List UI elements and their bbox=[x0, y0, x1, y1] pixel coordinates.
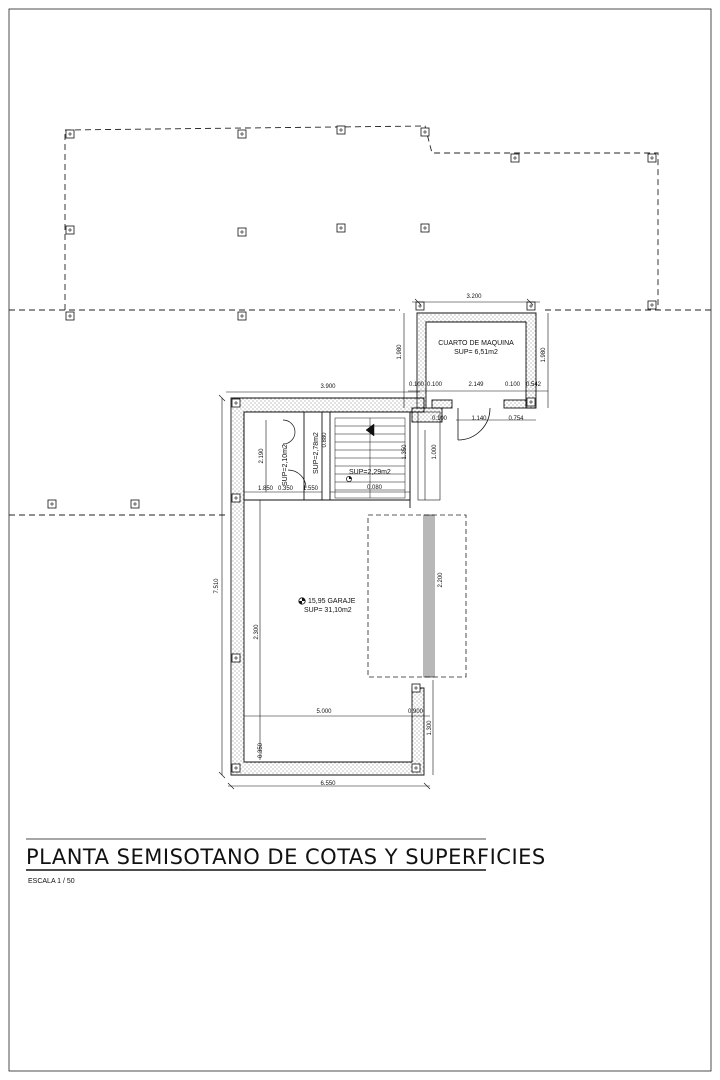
dim-7510: 7.510 bbox=[214, 578, 220, 594]
upper-floor-dashed-outline bbox=[9, 126, 711, 515]
dim-2190: 2.190 bbox=[259, 448, 265, 464]
dim-0880: 0.880 bbox=[322, 432, 328, 448]
machine-room-walls bbox=[417, 313, 536, 408]
dim-6550: 6.550 bbox=[320, 781, 336, 787]
level-marker-small bbox=[346, 476, 351, 481]
interior-partitions bbox=[244, 412, 440, 508]
garage-area: SUP= 31,10m2 bbox=[304, 607, 352, 614]
dim-0542: 0.542 bbox=[526, 382, 542, 388]
dim-0100-c: 0.100 bbox=[505, 382, 521, 388]
sheet-border bbox=[9, 9, 711, 1071]
dim-1350: 1.350 bbox=[402, 444, 408, 460]
dim-1980-left: 1.980 bbox=[397, 344, 403, 360]
dim-3200: 3.200 bbox=[466, 294, 482, 300]
dim-1980-right: 1.980 bbox=[541, 347, 547, 363]
dim-2149: 2.149 bbox=[468, 382, 484, 388]
dim-0900: 0.900 bbox=[408, 709, 424, 715]
dim-0350b: 0.350 bbox=[258, 742, 264, 758]
dim-1300: 1.300 bbox=[427, 720, 433, 736]
drawing-title: PLANTA SEMISOTANO DE COTAS Y SUPERFICIES bbox=[26, 845, 546, 869]
dim-1000: 1.000 bbox=[432, 444, 438, 460]
upper-floor-columns bbox=[48, 126, 656, 508]
room-area-b: SUP=2,78m2 bbox=[313, 432, 320, 474]
dim-0080: 0.080 bbox=[367, 485, 383, 491]
dim-0350: 0.350 bbox=[278, 486, 294, 492]
dim-1550: 1.550 bbox=[303, 486, 319, 492]
dim-2200: 2.200 bbox=[438, 572, 444, 588]
drawing-scale: ESCALA 1 / 50 bbox=[28, 878, 75, 885]
dim-3900: 3.900 bbox=[320, 384, 336, 390]
dim-0100-b: 0.100 bbox=[427, 382, 443, 388]
car-outline-dashed bbox=[368, 515, 466, 677]
dim-0100-d: 0.100 bbox=[432, 416, 448, 422]
room-area-a: SUP=2,10m2 bbox=[282, 444, 289, 486]
garage-level-label: 15,95 GARAJE bbox=[308, 598, 356, 605]
dimension-lines bbox=[219, 299, 548, 789]
dim-5000: 5.000 bbox=[316, 709, 332, 715]
dim-1850: 1.850 bbox=[258, 486, 274, 492]
room-area-c: SUP=2,29m2 bbox=[349, 469, 391, 476]
dim-2300: 2.300 bbox=[254, 624, 260, 640]
dim-1140: 1.140 bbox=[471, 416, 487, 422]
dim-0754: 0.754 bbox=[508, 416, 524, 422]
gate-rail bbox=[424, 515, 434, 677]
machine-room-door bbox=[458, 408, 490, 440]
level-marker bbox=[299, 598, 305, 604]
dim-0100-a: 0.100 bbox=[409, 382, 425, 388]
machine-room-area: SUP= 6,51m2 bbox=[454, 349, 498, 356]
machine-room-name: CUARTO DE MAQUINA bbox=[438, 340, 514, 347]
